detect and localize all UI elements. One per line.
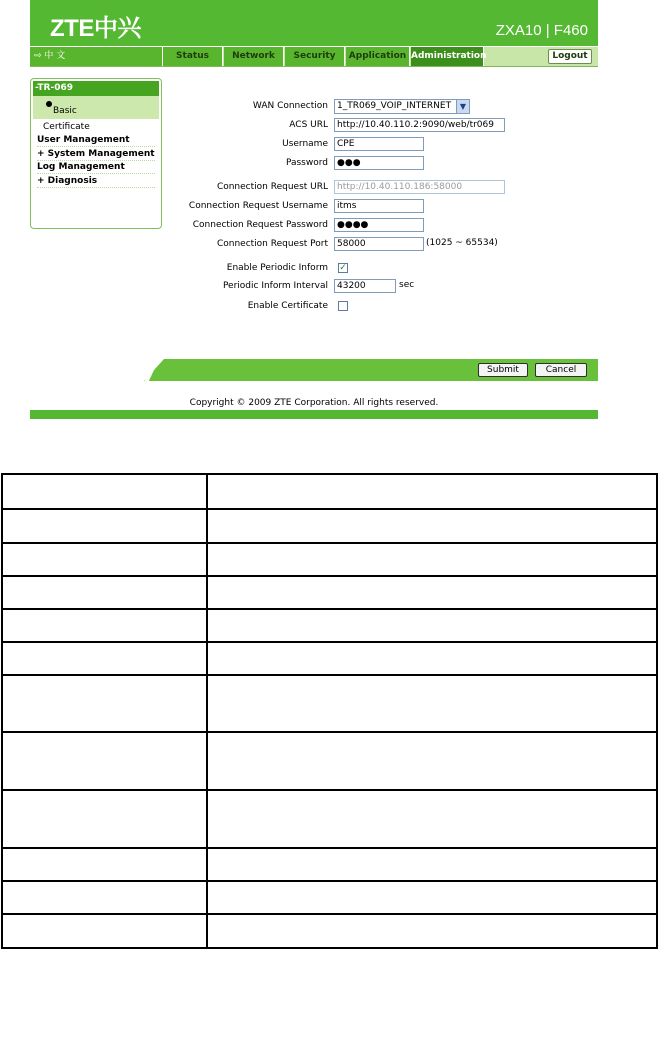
language-switch[interactable]: ⇨ 中 文 (30, 47, 163, 66)
connection-request-username-label: Connection Request Username (188, 201, 328, 211)
row-connection-request-username (30, 199, 598, 216)
zte-logo: ZTE中兴 (50, 15, 141, 42)
table-cell (2, 576, 207, 609)
tab-status[interactable]: Status (163, 47, 223, 66)
footer-bar (144, 359, 598, 381)
description-table (1, 473, 658, 949)
table-row (2, 790, 657, 848)
nav-bar (30, 46, 598, 67)
table-row (2, 609, 657, 642)
table-cell (207, 914, 657, 948)
table-cell (207, 848, 657, 881)
interval-unit-label: sec (399, 280, 415, 290)
connection-request-password-label: Connection Request Password (192, 220, 328, 230)
row-username (30, 137, 598, 154)
sidebar-item-certificate[interactable]: Certificate (43, 122, 90, 132)
wan-connection-select[interactable] (334, 99, 470, 114)
table-cell (207, 790, 657, 848)
table-row (2, 474, 657, 509)
tab-administration[interactable]: Administration (411, 47, 484, 66)
password-label: Password (285, 158, 328, 168)
row-connection-request-port (30, 237, 598, 254)
acs-url-label: ACS URL (289, 120, 328, 130)
enable-periodic-inform-checkbox[interactable]: ✓ (339, 263, 347, 273)
table-cell (2, 848, 207, 881)
tab-security[interactable]: Security (285, 47, 345, 66)
sidebar-item-label: Basic (53, 106, 77, 116)
table-cell (2, 732, 207, 790)
table-cell (207, 474, 657, 509)
username-input[interactable]: CPE (334, 137, 424, 151)
table-cell (207, 543, 657, 576)
table-cell (2, 881, 207, 914)
connection-request-url-input: http://10.40.110.186:58000 (334, 180, 505, 194)
table-row (2, 881, 657, 914)
periodic-inform-interval-input[interactable]: 43200 (334, 279, 396, 293)
table-row (2, 914, 657, 948)
table-cell (207, 642, 657, 675)
table-cell (2, 609, 207, 642)
copyright-text: Copyright © 2009 ZTE Corporation. All rights reserved. (189, 398, 439, 408)
row-periodic-inform-interval (30, 279, 598, 296)
table-row (2, 675, 657, 732)
enable-certificate-checkbox[interactable] (338, 301, 348, 311)
table-cell (2, 543, 207, 576)
logout-button[interactable]: Logout (548, 49, 592, 64)
connection-request-url-label: Connection Request URL (216, 182, 328, 192)
table-cell (2, 509, 207, 543)
sidebar-item-system-management[interactable]: + System Management (37, 149, 155, 159)
sidebar-item-user-management[interactable]: User Management (37, 134, 155, 147)
chevron-down-icon[interactable]: ▼ (456, 100, 469, 113)
submit-button[interactable]: Submit (478, 363, 528, 377)
table-cell (207, 509, 657, 543)
row-wan-connection (30, 99, 598, 116)
sidebar-item-diagnosis[interactable]: + Diagnosis (37, 175, 155, 188)
table-row (2, 543, 657, 576)
sidebar-item-log-management[interactable]: Log Management (37, 161, 155, 174)
table-cell (2, 914, 207, 948)
port-range-hint: (1025 ~ 65534) (426, 238, 498, 248)
table-cell (2, 675, 207, 732)
table-cell (2, 642, 207, 675)
tab-application[interactable]: Application (346, 47, 410, 66)
periodic-inform-interval-label: Periodic Inform Interval (222, 281, 328, 291)
table-cell (2, 474, 207, 509)
table-cell (207, 576, 657, 609)
table-row (2, 848, 657, 881)
header-banner (30, 0, 598, 46)
table-cell (207, 609, 657, 642)
row-enable-periodic-inform (30, 261, 598, 278)
row-enable-certificate (30, 299, 598, 316)
table-row (2, 576, 657, 609)
bottom-bar (30, 410, 598, 419)
connection-request-port-label: Connection Request Port (216, 239, 328, 249)
username-label: Username (282, 139, 328, 149)
row-connection-request-url (30, 180, 598, 197)
row-connection-request-password (30, 218, 598, 235)
wan-connection-value: 1_TR069_VOIP_INTERNET (337, 101, 452, 111)
sidebar-section-tr069[interactable]: -TR-069 (33, 81, 159, 96)
model-label: ZXA10 | F460 (495, 22, 588, 39)
enable-certificate-label: Enable Certificate (247, 301, 328, 311)
connection-request-password-input[interactable]: ●●●● (334, 218, 424, 232)
table-row (2, 509, 657, 543)
table-row (2, 642, 657, 675)
password-input[interactable]: ●●● (334, 156, 424, 170)
connection-request-port-input[interactable]: 58000 (334, 237, 424, 251)
table-cell (207, 732, 657, 790)
row-password (30, 156, 598, 173)
table-row (2, 732, 657, 790)
table-cell (207, 675, 657, 732)
row-acs-url (30, 118, 598, 135)
enable-periodic-inform-label: Enable Periodic Inform (226, 263, 328, 273)
table-cell (2, 790, 207, 848)
table-cell (207, 881, 657, 914)
tab-network[interactable]: Network (224, 47, 284, 66)
cancel-button[interactable]: Cancel (535, 363, 587, 377)
router-web-ui (30, 0, 598, 419)
connection-request-username-input[interactable]: itms (334, 199, 424, 213)
acs-url-input[interactable]: http://10.40.110.2:9090/web/tr069 (334, 118, 505, 132)
wan-connection-label: WAN Connection (252, 101, 328, 111)
